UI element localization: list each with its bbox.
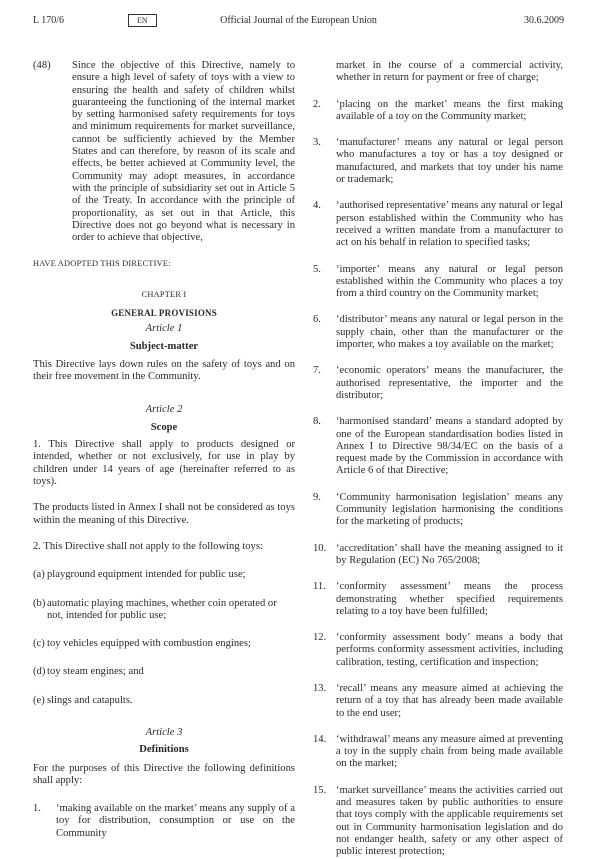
left-column [33,60,295,840]
article-1-text: This Directive lays down rules on the safety of toys and on their free movement in the Community. [33,358,295,383]
definition-number: 12. [313,632,327,644]
publication-date: 30.6.2009 [524,15,564,26]
definition-number: 1. [33,803,41,815]
definition-15 [313,785,563,859]
definition-7 [313,365,563,402]
definition-text: ‘distributor’ means any natural or legal person in the supply chain, other than the manufacturer or the importer, who makes a toy available on the market; [336,314,563,351]
definition-text: ‘economic operators’ means the manufacturer, the authorised representative, the importer and the distributor; [336,365,563,401]
language-badge: EN [128,14,157,27]
right-column [313,60,563,859]
definition-text: ‘market surveillance’ means the activities carried out and measures taken by public authorities to ensure that toys comply with the applicable requirements set out in Community harmonisation legislation and do not endanger health, safety or any other aspect of public interest protection; [336,784,563,858]
definition-number: 3. [313,137,321,149]
article-2-para-1b: The products listed in Annex I shall not be considered as toys within the meaning of this Directive. [33,502,295,526]
exclusion-item-d [33,666,295,678]
definition-number: 2. [313,98,321,110]
journal-title: Official Journal of the European Union [220,15,377,26]
exclusion-item-e [33,695,295,707]
definition-text: ‘manufacturer’ means any natural or legal person who manufactures a toy or has a toy designed or manufactured, and markets that toy under his name or trademark; [336,137,563,186]
article-2-para-2: 2. This Directive shall not apply to the following toys: [33,540,263,552]
definition-3 [313,137,563,186]
definition-number: 11. [313,581,326,593]
definition-number: 9. [313,491,321,503]
definition-text: ‘making available on the market’ means any supply of a toy for distribution, consumption or use on the Community [56,803,295,839]
definition-1-continued: market in the course of a commercial activity, whether in return for payment or free of charge; [336,60,563,84]
item-text: playground equipment intended for public use; [47,569,246,581]
definition-5 [313,264,563,301]
recital-48 [33,60,295,244]
article-2-heading: Article 2 [145,403,183,415]
item-text: toy steam engines; and [47,666,144,678]
definition-14 [313,734,563,771]
article-3-heading: Article 3 [145,726,183,738]
definition-11 [313,581,563,618]
item-letter: (b) [33,597,46,609]
definition-text: ‘placing on the market’ means the first making available of a toy on the Community market; [336,98,563,122]
definition-number: 13. [313,682,327,694]
definition-6 [313,314,563,351]
item-letter: (e) [33,694,45,706]
definition-text: ‘withdrawal’ means any measure aimed at preventing a toy in the supply chain from being made available on the market; [336,733,563,770]
definition-12 [313,632,563,669]
article-2-para-1: 1. This Directive shall apply to products designed or intended, whether or not exclusively, for use in play by children under 14 years of age (hereinafter referred to as toys). [33,439,295,488]
definition-number: 6. [313,314,321,326]
item-letter: (c) [33,638,45,650]
definitions-list [313,99,563,859]
definition-number: 7. [313,365,321,377]
definition-9 [313,492,563,529]
article-1-heading: Article 1 [145,323,183,335]
item-text: toy vehicles equipped with combustion engines; [47,638,251,650]
exclusion-item-b [33,598,295,623]
definition-number: 5. [313,263,321,275]
definition-text: ‘importer’ means any natural or legal person established within the Community who places a toy from a third country on the Community market; [336,263,563,300]
definition-4 [313,200,563,249]
definition-number: 15. [313,784,327,796]
adoption-formula: HAVE ADOPTED THIS DIRECTIVE: [33,259,171,269]
article-1-title: Subject-matter [129,340,199,352]
definition-8 [313,416,563,477]
article-3-intro: For the purposes of this Directive the following definitions shall apply: [33,762,295,786]
definition-number: 14. [313,733,327,745]
definition-13 [313,683,563,720]
recital-text: Since the objective of this Directive, namely to ensure a high level of safety of toys with a view to ensuring the health and safety of children whilst guaranteeing the functioning of the internal market by setting harmonised safety requirements for toys and minimum requirements for market surveillance, cannot be sufficiently achieved by the Member States and can therefore, by reason of its scale and effects, be better achieved at Community level, the Community may adopt measures, in accordance with the principle of subsidiarity set out in Article 5 of the Treaty. In accordance with the principle of proportionality, as set out in that Article, this Directive does not go beyond what is necessary in order to achieve that objective, [72,60,295,244]
definition-1 [33,803,295,840]
definition-text: ‘harmonised standard’ means a standard adopted by one of the European standardisation bodies listed in Annex I to Directive 98/34/EC on the basis of a request made by the Commission in accordance with Article 6 of that Directive; [336,416,563,477]
definition-number: 4. [313,200,321,212]
article-3-title: Definitions [139,744,189,756]
definition-text: ‘recall’ means any measure aimed at achieving the return of a toy that has already been made available to the end user; [336,682,563,719]
item-text: automatic playing machines, whether coin operated or not, intended for public use; [47,597,277,621]
page-header [33,14,564,30]
item-letter: (a) [33,569,45,581]
chapter-number: CHAPTER I [141,289,187,299]
definition-text: ‘accreditation’ shall have the meaning assigned to it by Regulation (EC) No 765/2008; [336,542,563,566]
definition-text: ‘Community harmonisation legislation’ means any Community legislation harmonising the conditions for the marketing of products; [336,491,563,528]
page-reference: L 170/6 [33,15,65,26]
definition-2 [313,99,563,124]
definition-text: ‘authorised representative’ means any natural or legal person established within the Community who has received a written mandate from a manufacturer to act on his behalf in relation to specified tasks; [336,200,563,249]
item-text: slings and catapults. [47,694,133,706]
exclusion-item-c [33,638,295,650]
definition-number: 10. [313,542,327,554]
exclusion-item-a [33,569,295,581]
article-2-title: Scope [150,421,178,433]
definition-number: 8. [313,416,321,428]
definition-text: ‘conformity assessment body’ means a body that performs conformity assessment activities, including calibration, testing, certification and inspection; [336,632,563,668]
definition-text: ‘conformity assessment’ means the process demonstrating whether specified requirements relating to a toy have been fulfilled; [336,581,563,617]
item-letter: (d) [33,666,46,678]
recital-number: (48) [33,60,51,71]
chapter-title: GENERAL PROVISIONS [111,308,217,319]
definition-10 [313,543,563,568]
